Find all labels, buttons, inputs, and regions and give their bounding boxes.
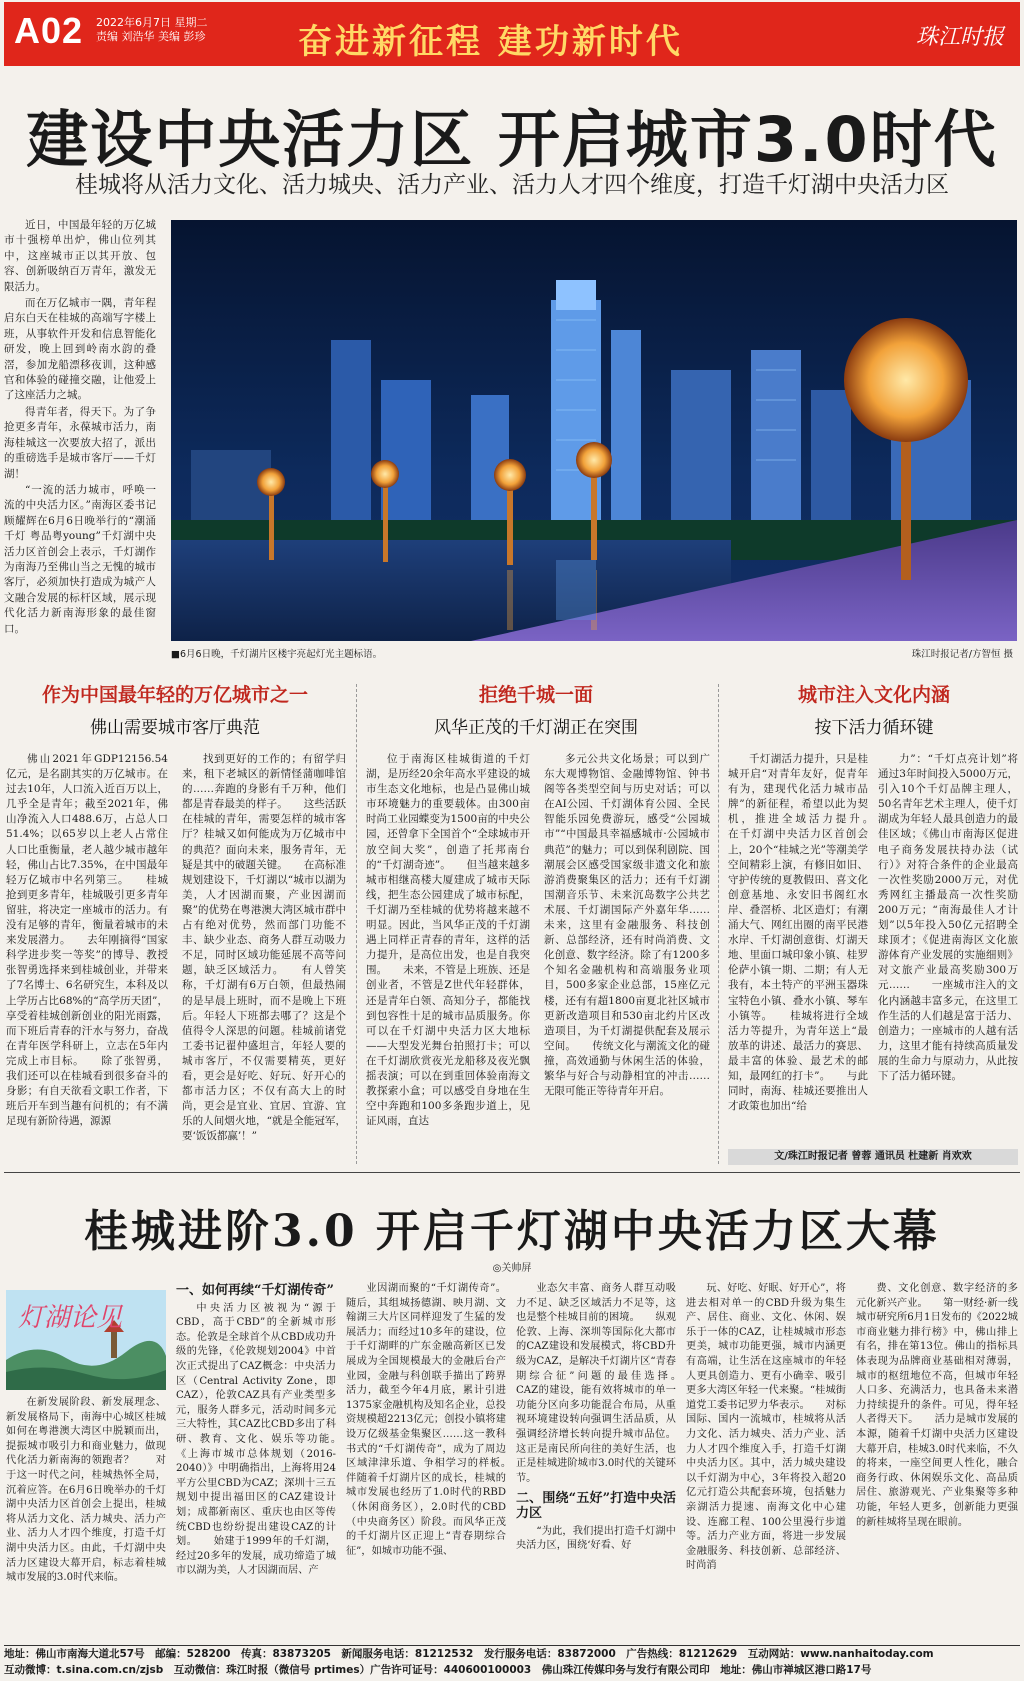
section-2-header: [365, 680, 707, 738]
article-text: 力”：“千灯点亮计划”将通过3年时间投入5000万元，引入10个千灯品牌主理人，50名青年艺术主理人，使千灯湖成为年轻人最具创造力的最佳区域；《佛山市南海区促进电子商务发展扶持办法（试行）》对符合条件的企业最高一次性奖励2000万元，对优秀网红主播最高一次性奖励200万元；“南海最佳人才计划”以5年投入50亿元招聘全球顶才；《促进南海区文化旅游体育产业发展的实施细则》对文旅产业最高奖励300万元…… 一座城市注入的文化内涵越丰富多元，在这里工作生活的人们越是富于活力、创造力；一座城市的人越有活力，这里才能有持续高质量发展的生命力与原动力，从此按下了活力循环键。: [878, 753, 1018, 1082]
lead-paragraph: “一流的活力城市，呼唤一流的中央活力区。”南海区委书记顾耀辉在6月6日晚举行的“潮涌千灯 粤品粤young”千灯湖中央活力区首创会上表示，千灯湖作为南海乃至佛山当之无愧的城市客厅，必须加快打造成为城产人文融合发展的标杆区域，展示现代化活力新南海形象的最佳窗口。: [4, 483, 156, 635]
article-author: ◎关帅屏: [492, 1263, 532, 1274]
main-headline: 建设中央活力区 开启城市3.0时代: [26, 103, 998, 176]
section-rule: [4, 1172, 1020, 1173]
lower-col-4: [516, 1282, 676, 1636]
article-text: 中央活力区被视为“源于CBD，高于CBD”的全新城市形态。伦敦是全球首个从CBD成功升级的先锋，《伦敦规划2004》中首次正式提出了CAZ概念：中央活力区（Central Activity Zone，即CAZ），伦敦CAZ具有产业类型多元，服务人群多元，活动时间多元三大特性，其CAZ比CBD多出了科研、教育、文化、娱乐等功能。 《上海市城市总体规划（2016-2040）》中明确指出，上海将用24平方公里CBD为CAZ；深圳十三五规划中提出福田区的CAZ建设计划；成都新南区、重庆也由区等传统CBD也纷纷提出建设CAZ的计划。 始建于1999年的千灯湖，经过20多年的发展，成功缔造了城市以湖为美，人才因湖而居、产: [176, 1302, 336, 1577]
lead-paragraph: 而在万亿城市一隅，青年程启东白天在桂城的高端写字楼上班，从事软件开发和信息智能化研发，晚上回到岭南水韵的叠滘，参加龙船漂移夜训，这种感官和体验的碰撞交融，让他爱上了这座活力之城。: [4, 297, 156, 402]
section-2-title: 风华正茂的千灯湖正在突围: [434, 718, 638, 738]
article-text: 在新发展阶段、新发展理念、新发展格局下，南海中心城区桂城如何在粤港澳大湾区中脱颖而出，提振城市吸引力和商业魅力，做现代化活力新南海的领跑者？ 对于这一时代之问，桂城热怀全局，沉着应答。在6月6日晚举办的千灯湖中央活力区首创会上提出，桂城将从活力文化、活力城央、活力产业、活力人才四个维度，打造千灯湖中央活力区。由此，千灯湖中央活力区建设大幕开启，标志着桂城城市发展的3.0时代来临。: [6, 1397, 166, 1584]
section-2-col-b: [544, 752, 710, 1164]
section-3-title: 按下活力循环键: [814, 718, 934, 738]
column-divider: [356, 684, 357, 1164]
lower-col-6: [856, 1282, 1018, 1636]
section-1-col-b: [182, 752, 346, 1164]
article-text: 找到更好的工作的；有留学归来，租下老城区的新情怪蒲咖啡馆的……奔跑的身影有千万种，他们都是青春最美的样子。 这些活跃在桂城的青年，需要怎样的城市客厅？桂城又如何能成为万亿城市中的典范？面向未来，服务青年，无疑是其中的破题关键。 在高标准规划建设下，千灯湖以“城市以湖为美，人才因湖而聚，产业因湖而聚”的优势在粤港澳大湾区城市群中占有绝对优势，然而部门功能不丰、缺少业态、商务人群互动吸力不足，同时区域功能延展不高等问题，缺乏区域活力。 有人曾笑称，千灯湖有6万白领，但最热闹的是早晨上班时，而不是晚上下班后。年轻人下班都去哪了？这是个值得令人深思的问题。桂城前诸党工委书记翟仲盛坦言，年轻人要的城市客厅，不仅需要精英，更好看，更会是好吃、好玩、好开心的都市活力区；不仅有高大上的时尚，更会是宜业、宜居、宜游、宜乐的人间烟火地，“就是全能冠军，要‘饭饭都赢’！”: [182, 753, 346, 1143]
slogan: 奋进新征程 建功新时代: [298, 22, 683, 62]
article-text: 业因湖而聚的“千灯湖传奇”。随后，其组城扬德湖、映月湖、文翰湖三大片区同样迎发了生猛的发展活力；而经过10多年的建设，位于千灯湖畔的广东金融高新区已发展成为全国规模最大的金融后台产业园，金融与科创联手描出了跨界活力，截至今年4月底，累计引进1375家金融机构及知名企业，总投资规模超2213亿元；创投小镇将建设万亿级基金集聚区……这一教科书式的“千灯湖传奇”，成为了周边区域津津乐道、争相学习的样板。 伴随着千灯湖片区的成长，桂城的城市发展也经历了1.0时代的RBD（休闲商务区），2.0时代的CBD（中央商务区）阶段。而风华正茂的千灯湖片区正迎上“青春期综合征”，如城市功能不强、: [346, 1283, 506, 1557]
footer-line-1: 地址：佛山市南海大道北57号 邮编：528200 传真：83873205 新闻服务电话：81212532 发行服务电话：83872000 广告热线：81212629 互动网站：www.nanhaitoday.com: [4, 1648, 934, 1660]
section-1-title-red: 作为中国最年轻的万亿城市之一: [41, 684, 308, 706]
lower-col-3: [346, 1282, 506, 1636]
lead-column: [4, 218, 156, 638]
night-city-photo: [171, 220, 1017, 641]
photo-credit: 珠江时报记者/方智恒 摄: [911, 649, 1013, 660]
lead-paragraph: 近日，中国最年轻的万亿城市十强榜单出炉，佛山位列其中，这座城市正以其开放、包容、创新吸纳百万青年，激发无限活力。: [4, 219, 156, 293]
masthead: [4, 2, 1020, 66]
article-text: “为此，我们提出打造千灯湖中央活力区，围绕‘好看、好: [516, 1525, 676, 1552]
section-3-header: [730, 680, 1018, 738]
section-3-col-a: [728, 752, 868, 1144]
page-number: A02: [14, 10, 84, 51]
column-logo-text: 灯湖论见: [18, 1303, 123, 1333]
caption-text: ■6月6日晚，千灯湖片区楼宇亮起灯光主题标语。: [171, 649, 383, 660]
lower-col-5: [686, 1282, 846, 1636]
photo-illustration: [171, 220, 1017, 641]
section-1-col-a: [6, 752, 168, 1164]
sub-headline: 桂城将从活力文化、活力城央、活力产业、活力人才四个维度，打造千灯湖中央活力区: [75, 172, 949, 198]
article-text: 位于南海区桂城街道的千灯湖，是历经20余年高水平建设的城市生态文化地标，也是凸显佛山城市环境魅力的重要载体。由300亩时尚工业园蝶变为1500亩的中央公园，还曾拿下全国首个“全球城市开放空间大奖”，创造了托邦南台的“千灯湖奇迹”。 但当越来越多城市相继高楼大厦建成了城市天际线，把生态公园建成了城市标配，千灯湖乃至桂城的优势将越来越不明显。因此，当风华正茂的千灯湖遇上同样正青春的青年，这样的活力提升，是高位出发，也是自我突围。 未来，不管是上班族、还是创业者，不管是Z世代年轻群体，还是青年白领、高知分子，都能找到包容性十足的城市品质服务。你可以在千灯湖中央活力区大地标——大型发光舞台拍照打卡；可以在千灯湖欣赏夜光龙船移及夜光飘摇表演；可以在到重回体验南海文教探索小盒；可以感受自身地在生空中奔跑和100多条跑步道上，见证风雨，直达: [366, 753, 530, 1128]
byline: 文/珠江时报记者 曾蓉 通讯员 杜建新 肖欢欢: [728, 1149, 1018, 1165]
lead-paragraph: 得青年者，得天下。为了争抢更多青年，永葆城市活力，南海桂城这一次要放大招了，派出的重磅选手是城市客厅——千灯湖！: [4, 405, 156, 480]
newspaper-logo: 珠江时报: [915, 25, 1004, 50]
lower-col-1: [6, 1396, 166, 1636]
footer-line-2: 互动微博：t.sina.com.cn/zjsb 互动微信：珠江时报（微信号 prtimes）广告许可证号：440600100003 佛山珠江传媒印务与发行有限公司印 地址：佛山市禅城区港口路17号: [4, 1664, 872, 1676]
masthead-date: [96, 16, 208, 44]
section-2-col-a: [366, 752, 530, 1164]
photo-caption: [171, 646, 1017, 660]
editors: 责编 刘浩华 美编 彭珍: [96, 30, 206, 43]
article-text: 玩、好吃、好眠、好开心”，将进去相对单一的CBD升级为集生产、居住、商业、文化、休闲、娱乐于一体的CAZ，让桂城城市形态更美，城市功能更强，城市内涵更有高端，让生活在这座城市的年轻人更具创造力、更有小确幸、吸引更多大湾区年轻一代来聚。“桂城街道党工委书记罗力华表示。 对标国际、国内一流城市，桂城将从活力文化、活力城央、活力产业、活力人才四个维度入手，打造千灯湖中央活力区。其中，活力城央建设以千灯湖为中心，3年将投入超20亿元打造公共配套环境，包括魅力亲湖活力提速、南海文化中心建设、连廊工程、100公里漫行步道等。活力产业方面，将进一步发展金融服务、科技创新、总部经济、时尚消: [686, 1283, 846, 1572]
article-text: 费、文化创意、数字经济的多元化新兴产业。 第一财经·新一线城市研究所6月1日发布的《2022城市商业魅力排行榜》中，佛山排上有名，排在第13位。佛山的指标具体表现为品牌商业基础相对薄弱，城市的枢纽地位不高，但城市年轻人口多、充满活力，也具备未来潜力持续提升的条件。可见，得年轻人者得天下。 活力是城市发展的本源，随着千灯湖中央活力区建设大幕开启，桂城3.0时代来临，不久的将来，一座空间更人性化，融合商务行政、休闲娱乐文化、高品质居住、旅游观光、产业集聚等多种功能，年轻人更多，创新能力更强的新桂城将呈现在眼前。: [856, 1283, 1018, 1528]
article-text: 千灯湖活力提升，只是桂城开启“对青年友好，促青年有为，建现代化活力城市品牌”的新征程，希望以此为契机，推进全域活力提升。 在千灯湖中央活力区首创会上，20个“桂城之光”等潮美学空间精彩上演，有修旧如旧、守护传统的夏教假田、喜文化创意基地、永安旧书阁红水岸、叠滘桥、北区造灯；有潮涌大气、网红出圈的南平民港水岸、千灯湖创意街、灯湖天地、里面口城印象小镇、桂罗伦萨小镇一期、二期；有人无我有，本土特产的平洲玉器珠宝特色小镇、叠水小镇、琴车小镇等。 桂城将进行全域活力等提升，为青年送上“最放革的讲述、最活力的赛思、最丰富的体验、最艺术的邮知，最网红的打卡”。 与此同时，南海、桂城还要推出人才政策也加出“给: [728, 753, 868, 1113]
article-text: 多元公共文化场景；可以到广东大观博物馆、金融博物馆、钟书阁等各类型空间与历史对话；可以在AI公园、千灯湖体育公园、全民智能乐园免费游玩，感受“公园城市”“中国最具幸福感城市·公园城市典范”的魅力；可以到保利剧院、国潮展会区感受国家级非遗文化和旅游消费聚集区的活力；还有千灯湖国潮音乐节、未来沉岛数字公共艺术展、千灯湖国际产外嘉年华…… 未来，这里有金融服务、科技创新、总部经济，还有时尚消费、文化创意、数字经济。除了有1200多个知名金融机构和高端服务业项目，500多家企业总部，15座亿元楼，还有有超1800亩夏北社区城市更新改造项目和530亩北约片区改造项目，为千灯湖提供配套及展示空间。 传统文化与潮流文化的碰撞，高效通勤与休闲生活的体验，繁华与好合与动静相宜的冲击……无限可能正等待青年开启。: [544, 753, 710, 1098]
section-3-title-red: 城市注入文化内涵: [797, 684, 950, 706]
lower-col-2: [176, 1282, 336, 1636]
section-1-title: 佛山需要城市客厅典范: [90, 718, 260, 738]
issue-date: 2022年6月7日 星期二: [96, 16, 208, 29]
second-headline: 桂城进阶3.0 开启千灯湖中央活力区大幕: [84, 1206, 940, 1257]
sub-heading-1: 一、如何再续“千灯湖传奇”: [176, 1283, 334, 1298]
column-divider: [718, 684, 719, 1164]
article-text: 佛山2021年GDP12156.54亿元，是名副其实的万亿城市。在过去10年，人口流入近百万以上，几乎全是青年；截至2021年，佛山净流入人口488.6万，占总人口51.4%；以65岁以上老人占常住人口比重衡量，老人越少城市越年轻，佛山占比7.35%，在中国最年轻万亿城市中名列第三。 桂城抢到更多青年，桂城吸引更多青年留驻，将决定一座城市的活力。有没有足够的青年，衡量着城市的未来发展潜力。 去年刚摘得“国家科学进步奖一等奖”的博导、教授张智勇选择来到桂城创业，并带来了7名博士、6名研究生，本科及以上学历占比68%的“高学历天团”，享受着桂城创新创业的阳光雨露，而下班后青春的汗水与努力，奋战在青年医学科研上，立志在5年内完成上市目标。 除了张智勇，我们还可以在桂城看到很多奋斗的身影；有自天欲看文职工作者，下班后开车到当趣有问机的；有不满足现有新阶待遇，源源: [6, 753, 168, 1128]
column-logo: [6, 1290, 166, 1390]
section-2-title-red: 拒绝千城一面: [478, 684, 593, 706]
page-footer: [4, 1645, 1020, 1678]
sub-heading-2: 二、围绕“五好”打造中央活力区: [516, 1491, 676, 1521]
section-3-col-b: [878, 752, 1018, 1144]
section-1-header: [6, 680, 344, 738]
column-logo-image: [6, 1290, 166, 1390]
article-text: 业态欠丰富、商务人群互动吸力不足、缺乏区域活力不足等，这也是整个桂城目前的困境。 纵观伦敦、上海、深圳等国际化大都市的CAZ建设和发展模式，将CBD升级为CAZ，是解决千灯湖片区“青春期综合征”问题的最佳选择。 CAZ的建设，能有效将城市的单一功能分区向多功能混合布局，从重视环境建设转向强调生活品质，从强调经济增长转向提升城市品位。这正是南民所向往的美好生活，也正是桂城进阶城市3.0时代的关键环节。: [516, 1283, 676, 1484]
